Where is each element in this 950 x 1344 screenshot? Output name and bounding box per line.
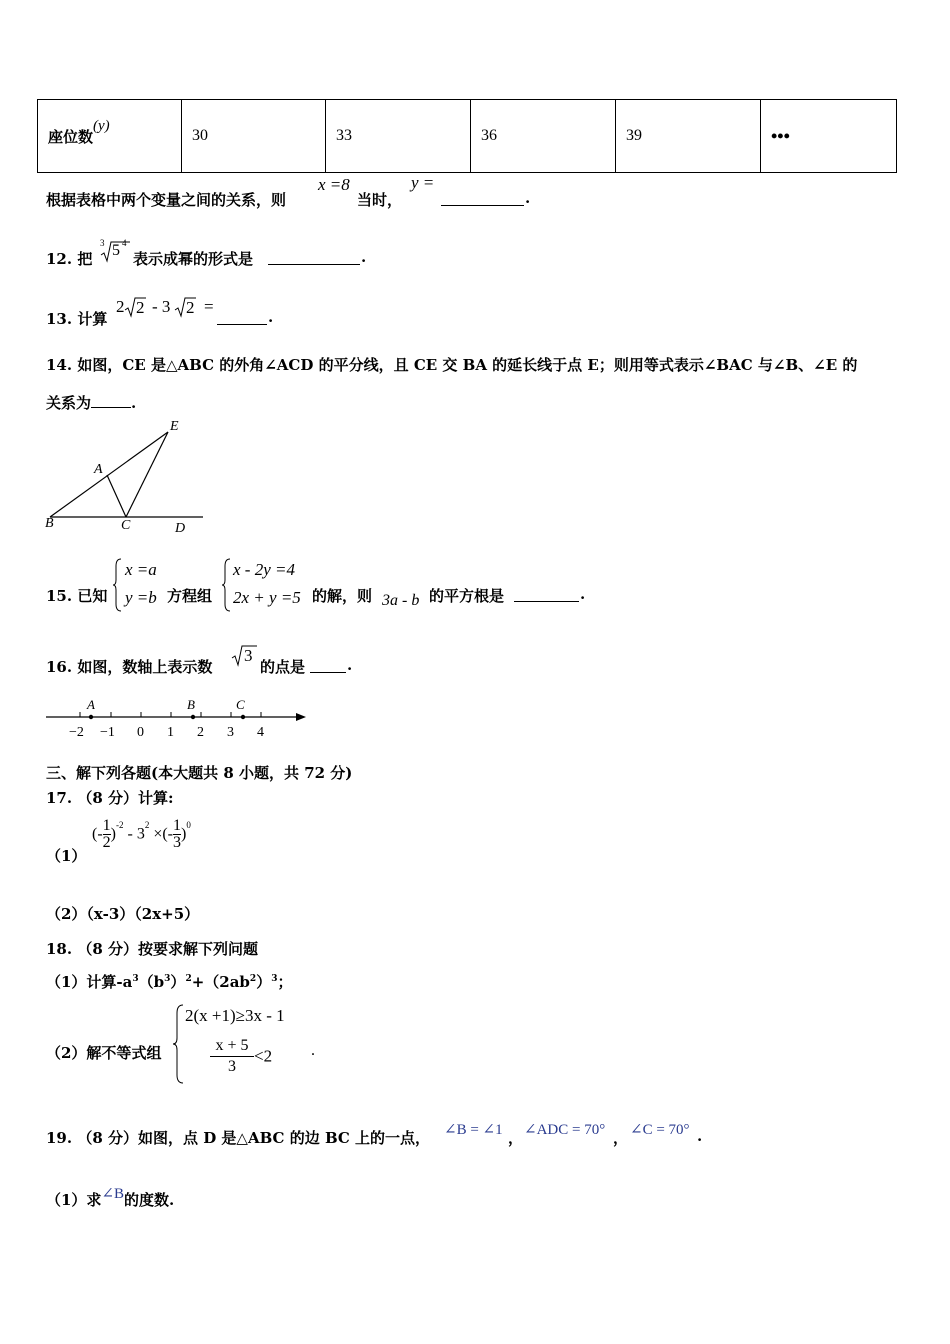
- label-b: B: [45, 516, 54, 531]
- arrow-right-icon: [296, 713, 306, 721]
- axis-label-a: A: [87, 697, 95, 712]
- brace-icon: [173, 1004, 185, 1084]
- tick-label: 3: [227, 725, 234, 740]
- table-cell: 30: [182, 100, 326, 173]
- tick-label: −2: [69, 725, 84, 740]
- q15-line: 15. 已知: [46, 587, 108, 605]
- q18-p1: （1）计算$-a^3(b^3)^2+(2ab^2)^3$；: [46, 973, 293, 991]
- cond-angle-c: ∠C = 70°: [630, 1122, 690, 1138]
- q17-p2: （2）（x-3）（2x+5）: [46, 905, 200, 923]
- section-title: 三、解下列各题(本大题共 8 小题，共 72 分): [46, 764, 353, 782]
- q12-line: 12. 把: [46, 250, 93, 268]
- point-b: [191, 715, 195, 719]
- q11-cond: x =8: [318, 175, 350, 194]
- q19-title: 19. （8 分）如图，点 D 是△ABC 的边 BC 上的一点，: [46, 1129, 431, 1147]
- line-ec: [126, 432, 168, 517]
- brace-icon: [222, 558, 232, 612]
- cond-angle-adc: ∠ADC = 70°: [524, 1122, 606, 1138]
- point-a: [89, 715, 93, 719]
- label-a: A: [94, 462, 103, 477]
- q17-p1-expr: (- $\frac{1}{2}$ )$^{-2} - 3^2$ ×(- $\frac{1}{3}$ )$^0$: [92, 817, 191, 851]
- q16-line: 16. 如图，数轴上表示数: [46, 658, 213, 676]
- answer-blank: [268, 250, 360, 265]
- label-d: D: [175, 521, 186, 536]
- cond-angle-b: ∠B = ∠1: [444, 1122, 503, 1138]
- inequality-1: 2(x +1)≥3x - 1: [185, 1006, 285, 1025]
- point-c: [241, 715, 245, 719]
- label-c: C: [121, 518, 131, 533]
- q18-p2-label: （2）解不等式组: [46, 1044, 162, 1062]
- q11-line: 根据表格中两个变量之间的关系，则: [46, 191, 287, 209]
- table-header-cell: 座位数(y): [38, 100, 182, 173]
- q13-line: 13. 计算: [46, 310, 108, 328]
- q18-title: 18. （8 分）按要求解下列问题: [46, 940, 258, 958]
- seat-table: [37, 99, 897, 173]
- label-e: E: [170, 419, 179, 434]
- line-ac: [107, 475, 126, 517]
- table-row: [38, 100, 897, 173]
- line-be: [50, 432, 168, 517]
- q14-line1: 14. 如图，CE 是△ABC 的外角∠ACD 的平分线，且 CE 交 BA 的延长线于点 E；则用等式表示∠BAC 与∠B、∠E 的: [46, 356, 858, 374]
- answer-blank: [91, 393, 131, 408]
- tick-label: 4: [257, 725, 264, 740]
- answer-blank: [217, 310, 267, 325]
- brace-icon: [113, 558, 123, 612]
- q17-title: 17. （8 分）计算:: [46, 789, 174, 807]
- table-cell: 39: [616, 100, 761, 173]
- axis-label-c: C: [236, 697, 245, 712]
- answer-blank: [310, 658, 346, 673]
- tick-label: 0: [137, 725, 144, 740]
- q19-p1: （1）求∠B的度数.: [46, 1186, 175, 1209]
- table-cell: 36: [471, 100, 616, 173]
- number-line: [44, 695, 314, 747]
- tick-label: 2: [197, 725, 204, 740]
- q11-yeq: y =: [411, 173, 435, 192]
- q14-line2: 关系为 .: [46, 394, 137, 412]
- answer-blank: [441, 191, 524, 206]
- axis-label-b: B: [187, 697, 195, 712]
- tick-label: −1: [100, 725, 115, 740]
- table-cell: •••: [761, 100, 897, 173]
- root-index: 3: [100, 238, 105, 248]
- tick-label: 1: [167, 725, 174, 740]
- q17-p1-label: （1）: [46, 847, 87, 865]
- answer-blank: [514, 587, 579, 602]
- q11-when: 当时，: [357, 191, 403, 209]
- table-cell: 33: [326, 100, 471, 173]
- inequality-2: $\frac{x + 5}{3}$ <2: [210, 1036, 272, 1077]
